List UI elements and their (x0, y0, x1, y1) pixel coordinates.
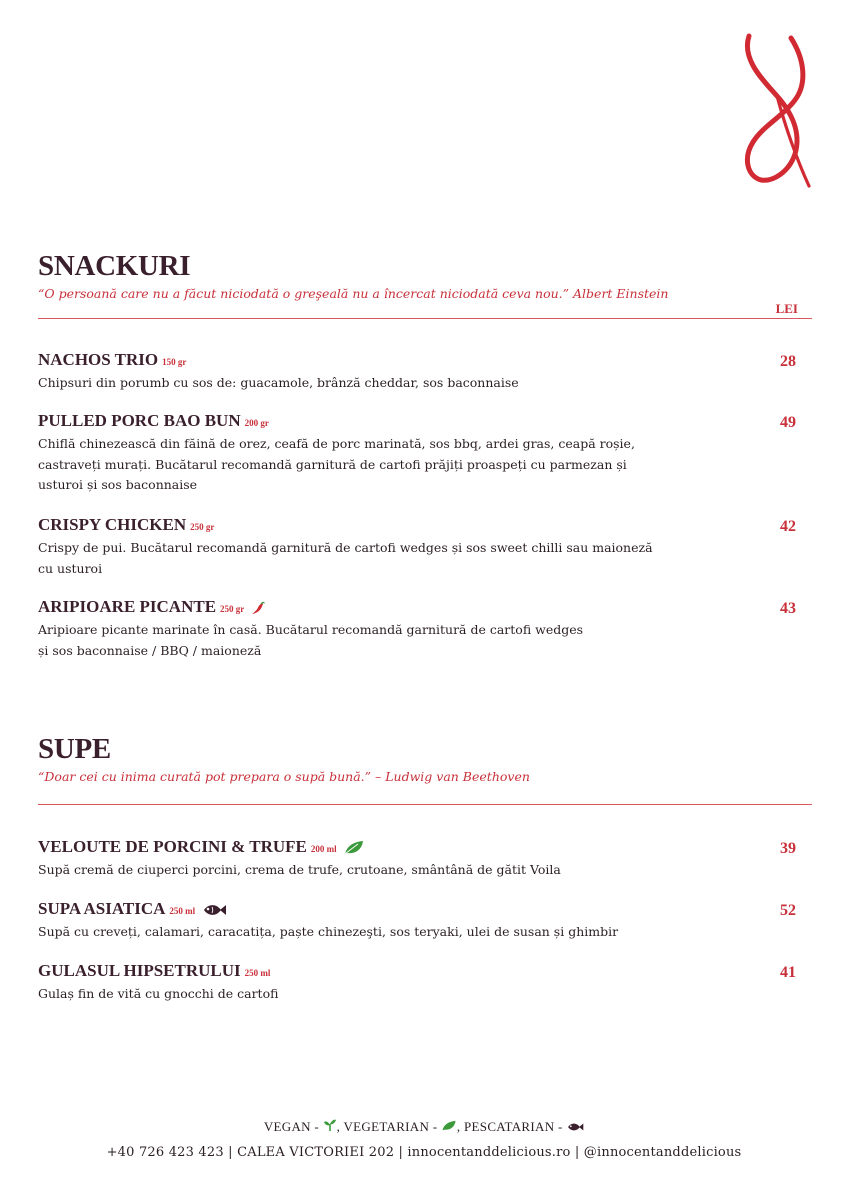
item-quantity: 200 gr (244, 418, 269, 428)
section-supe (38, 732, 812, 1001)
fish-icon (566, 1122, 584, 1132)
sprout-icon (323, 1118, 337, 1132)
item-quantity: 250 gr (220, 604, 245, 614)
item-name: CRISPY CHICKEN (38, 515, 187, 534)
item-name: SUPA ASIATICA (38, 899, 166, 918)
brand-logo-ampersand (735, 30, 815, 192)
menu-item (38, 836, 812, 881)
item-name: VELOUTE DE PORCINI & TRUFE (38, 837, 307, 856)
item-description: Gulaș fin de vită cu gnocchi de cartofi (38, 986, 279, 1001)
item-price: 43 (780, 600, 796, 617)
legend-pescatarian-label: , PESCATARIAN - (456, 1119, 567, 1134)
item-price: 42 (780, 518, 796, 535)
divider (38, 318, 812, 319)
item-description: Chipsuri din porumb cu sos de: guacamole, brânză cheddar, sos baconnaise (38, 375, 519, 390)
diet-legend (0, 1118, 848, 1135)
menu-item (38, 596, 812, 661)
leaf-icon (343, 840, 365, 856)
section-title: SUPE (38, 733, 111, 765)
contact-info: +40 726 423 423 | CALEA VICTORIEI 202 | innocentanddelicious.ro | @innocentanddelicious (106, 1145, 742, 1160)
section-title: SNACKURI (38, 250, 191, 282)
leaf-icon (441, 1120, 457, 1132)
menu-item (38, 410, 812, 496)
item-price: 52 (780, 902, 796, 919)
legend-vegan-label: VEGAN - (263, 1119, 323, 1134)
menu-item (38, 960, 812, 1005)
item-quantity: 250 ml (169, 906, 196, 916)
item-quantity: 150 gr (162, 357, 187, 367)
item-description: Supă cu creveți, calamari, caracatița, paște chinezeşti, sos teryaki, ulei de susan și ghimbir (38, 924, 619, 939)
item-name: ARIPIOARE PICANTE (38, 597, 217, 616)
menu-item (38, 514, 812, 579)
item-name: PULLED PORC BAO BUN (38, 411, 241, 430)
divider (38, 804, 812, 805)
item-description: Chiflă chinezească din făină de orez, ceafă de porc marinată, sos bbq, ardei gras, ceapă roșie, castraveți murați. Bucătarul recomandă garnitură de cartofi prăjiți proaspeți cu parmezan și usturoi și sos baconnaise (38, 436, 635, 492)
item-description: Crispy de pui. Bucătarul recomandă garnitură de cartofi wedges și sos sweet chilli sau maioneză cu usturoi (38, 540, 653, 576)
section-quote: “Doar cei cu inima curată pot prepara o supă bună.” – Ludwig van Beethoven (38, 769, 530, 784)
menu-item (38, 898, 812, 943)
item-name: NACHOS TRIO (38, 350, 159, 369)
item-quantity: 250 gr (190, 522, 215, 532)
item-price: 41 (780, 964, 796, 981)
item-description: Aripioare picante marinate în casă. Bucătarul recomandă garnitură de cartofi wedges și sos baconnaise / BBQ / maioneză (38, 622, 584, 658)
item-description: Supă cremă de ciuperci porcini, crema de trufe, crutoane, smântână de gătit Voila (38, 862, 561, 877)
item-quantity: 250 ml (244, 968, 271, 978)
section-snackuri (38, 249, 812, 658)
legend-vegetarian-label: , VEGETARIAN - (336, 1119, 441, 1134)
item-price: 28 (780, 353, 796, 370)
chili-pepper-icon (250, 601, 265, 616)
item-name: GULASUL HIPSETRULUI (38, 961, 241, 980)
currency-label: LEI (775, 301, 798, 316)
menu-item (38, 349, 812, 394)
section-quote: “O persoană care nu a făcut niciodată o greşeală nu a încercat niciodată ceva nou.” Albert Einstein (38, 286, 669, 301)
item-quantity: 200 ml (310, 844, 337, 854)
item-price: 39 (780, 840, 796, 857)
fish-icon (201, 903, 227, 917)
item-price: 49 (780, 414, 796, 431)
